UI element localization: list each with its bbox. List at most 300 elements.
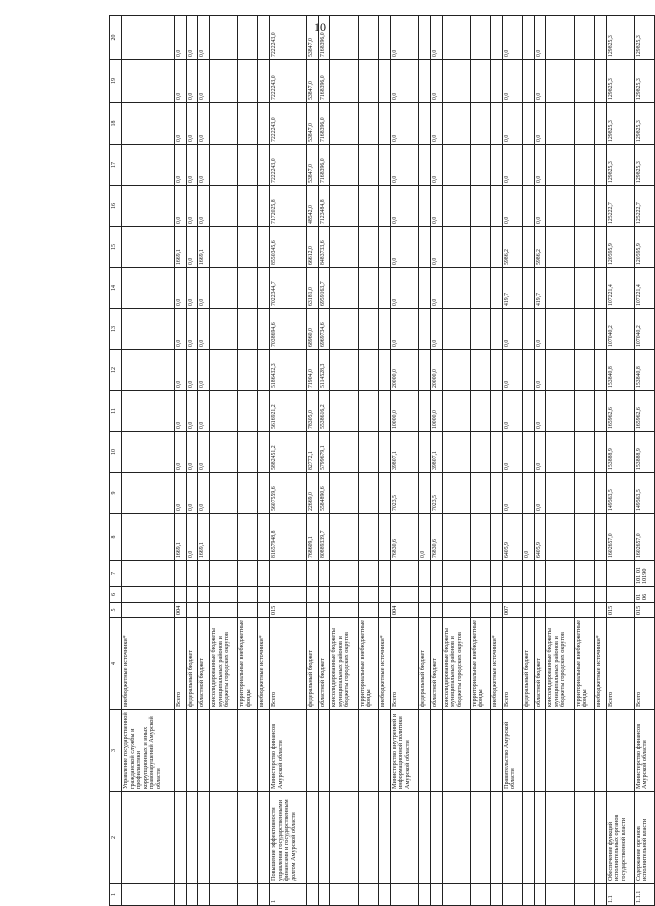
cell-c7 xyxy=(238,561,258,587)
cell-c1 xyxy=(186,884,198,906)
cell-c2 xyxy=(574,792,594,884)
value-cell xyxy=(546,145,574,186)
cell-c1: 1.1.1 xyxy=(634,884,654,906)
cell-c7 xyxy=(594,561,606,587)
cell-c1 xyxy=(390,884,418,906)
value-cell xyxy=(418,268,430,309)
cell-c1 xyxy=(534,884,546,906)
value-cell: 0,0 xyxy=(502,432,522,473)
value-cell: 129825,3 xyxy=(634,16,654,60)
value-cell xyxy=(238,145,258,186)
cell-c1 xyxy=(306,884,318,906)
value-cell: 107040,2 xyxy=(634,309,654,350)
column-number-header: 5 xyxy=(110,603,122,618)
value-cell xyxy=(442,268,470,309)
cell-c7 xyxy=(522,561,534,587)
value-cell: 5607559,6 xyxy=(270,473,306,514)
table-row xyxy=(606,16,634,906)
value-cell: 0,0 xyxy=(430,268,442,309)
value-cell xyxy=(594,60,606,103)
column-number-header: 1 xyxy=(110,884,122,906)
value-cell: 0,0 xyxy=(174,432,186,473)
value-cell xyxy=(258,16,270,60)
cell-c5 xyxy=(490,603,502,618)
cell-c7 xyxy=(574,561,594,587)
value-cell: 5986,2 xyxy=(534,227,546,268)
value-cell: 66612,0 xyxy=(306,227,318,268)
cell-c3 xyxy=(418,710,430,792)
table-row xyxy=(174,16,186,906)
cell-c1 xyxy=(210,884,238,906)
value-cell xyxy=(522,432,534,473)
cell-c5 xyxy=(442,603,470,618)
value-cell: 0,0 xyxy=(534,60,546,103)
value-cell: 8550345,6 xyxy=(270,227,306,268)
cell-c7 xyxy=(606,561,634,587)
value-cell: 53847,0 xyxy=(306,103,318,145)
cell-c1 xyxy=(238,884,258,906)
cell-c5 xyxy=(122,603,175,618)
cell-c7 xyxy=(430,561,442,587)
cell-c2 xyxy=(358,792,378,884)
cell-c7 xyxy=(390,561,418,587)
value-cell xyxy=(546,514,574,561)
cell-c6 xyxy=(418,587,430,603)
value-cell: 80889339,7 xyxy=(318,514,330,561)
value-cell: 0,0 xyxy=(502,473,522,514)
value-cell xyxy=(470,16,490,60)
value-cell xyxy=(358,268,378,309)
table-row xyxy=(198,16,210,906)
value-cell xyxy=(490,473,502,514)
cell-c6 xyxy=(594,587,606,603)
value-cell: 125222,7 xyxy=(634,186,654,227)
value-cell: 129825,3 xyxy=(634,145,654,186)
table-row xyxy=(418,16,430,906)
value-cell: 0,0 xyxy=(430,309,442,350)
value-cell xyxy=(122,103,175,145)
value-cell xyxy=(122,432,175,473)
table-row xyxy=(574,16,594,906)
value-cell xyxy=(258,309,270,350)
value-cell: 20000,0 xyxy=(430,350,442,391)
value-cell xyxy=(574,268,594,309)
cell-c1 xyxy=(522,884,534,906)
value-cell: 0,0 xyxy=(198,103,210,145)
value-cell: 153840,8 xyxy=(606,350,634,391)
value-cell xyxy=(358,16,378,60)
value-cell xyxy=(122,227,175,268)
value-cell: 129825,3 xyxy=(606,16,634,60)
cell-c6 xyxy=(430,587,442,603)
table-row xyxy=(534,16,546,906)
cell-c6 xyxy=(534,587,546,603)
value-cell xyxy=(574,186,594,227)
value-cell: 7168396,0 xyxy=(318,145,330,186)
value-cell: 0,0 xyxy=(502,103,522,145)
column-number-header: 20 xyxy=(110,16,122,60)
cell-c6 xyxy=(270,587,306,603)
value-cell: 153888,9 xyxy=(634,432,654,473)
value-cell xyxy=(378,473,390,514)
value-cell: 0,0 xyxy=(502,145,522,186)
value-cell xyxy=(122,309,175,350)
value-cell xyxy=(574,309,594,350)
value-cell: 165962,6 xyxy=(606,391,634,432)
value-cell: 153840,8 xyxy=(634,350,654,391)
value-cell xyxy=(546,432,574,473)
cell-c7 xyxy=(198,561,210,587)
cell-c4: федеральный бюджет xyxy=(186,618,198,710)
value-cell xyxy=(378,103,390,145)
cell-c5: 004 xyxy=(174,603,186,618)
cell-c2 xyxy=(238,792,258,884)
value-cell xyxy=(594,473,606,514)
cell-c2: Обеспечение функций исполнительных органов государственной власти xyxy=(606,792,634,884)
cell-c7 xyxy=(534,561,546,587)
cell-c1 xyxy=(258,884,270,906)
value-cell xyxy=(238,268,258,309)
value-cell xyxy=(470,309,490,350)
cell-c3 xyxy=(378,710,390,792)
value-cell: 5882451,2 xyxy=(270,432,306,473)
table-body xyxy=(110,16,655,906)
value-cell: 0,0 xyxy=(198,268,210,309)
value-cell: 0,0 xyxy=(430,145,442,186)
value-cell: 20000,0 xyxy=(390,350,418,391)
value-cell: 0,0 xyxy=(390,227,418,268)
value-cell: 76830,6 xyxy=(430,514,442,561)
value-cell: 0,0 xyxy=(502,391,522,432)
value-cell xyxy=(358,309,378,350)
value-cell xyxy=(522,145,534,186)
value-cell xyxy=(522,391,534,432)
value-cell xyxy=(442,103,470,145)
cell-c2 xyxy=(258,792,270,884)
cell-c2 xyxy=(330,792,358,884)
table-row xyxy=(390,16,418,906)
value-cell xyxy=(330,473,358,514)
value-cell: 7222243,0 xyxy=(270,16,306,60)
cell-c7 xyxy=(122,561,175,587)
value-cell xyxy=(330,432,358,473)
value-cell xyxy=(358,350,378,391)
cell-c3 xyxy=(574,710,594,792)
value-cell: 0,0 xyxy=(186,514,198,561)
value-cell xyxy=(358,186,378,227)
cell-c2 xyxy=(210,792,238,884)
table-row xyxy=(470,16,490,906)
value-cell: 165962,6 xyxy=(634,391,654,432)
column-number-header: 13 xyxy=(110,309,122,350)
value-cell xyxy=(378,350,390,391)
value-cell xyxy=(470,350,490,391)
value-cell xyxy=(470,60,490,103)
value-cell xyxy=(418,432,430,473)
value-cell xyxy=(418,391,430,432)
value-cell: 153888,9 xyxy=(606,432,634,473)
value-cell xyxy=(330,514,358,561)
table-row xyxy=(522,16,534,906)
cell-c6 xyxy=(174,587,186,603)
cell-c5 xyxy=(186,603,198,618)
value-cell xyxy=(546,309,574,350)
cell-c4: внебюджетные источники* xyxy=(122,618,175,710)
value-cell xyxy=(490,391,502,432)
value-cell: 129825,3 xyxy=(606,60,634,103)
value-cell: 129825,3 xyxy=(634,103,654,145)
cell-c1 xyxy=(122,884,175,906)
value-cell: 5186432,3 xyxy=(270,350,306,391)
value-cell: 5799679,1 xyxy=(318,432,330,473)
table-row xyxy=(210,16,238,906)
value-cell xyxy=(258,473,270,514)
value-cell xyxy=(594,268,606,309)
value-cell: 0,0 xyxy=(502,309,522,350)
value-cell xyxy=(330,227,358,268)
column-number-header: 10 xyxy=(110,432,122,473)
cell-c1 xyxy=(502,884,522,906)
value-cell xyxy=(238,391,258,432)
cell-c7 xyxy=(358,561,378,587)
value-cell xyxy=(490,145,502,186)
cell-c5: 007 xyxy=(502,603,522,618)
cell-c1 xyxy=(330,884,358,906)
value-cell: 0,0 xyxy=(186,60,198,103)
cell-c1 xyxy=(318,884,330,906)
cell-c5 xyxy=(470,603,490,618)
value-cell xyxy=(258,103,270,145)
cell-c7 xyxy=(330,561,358,587)
value-cell xyxy=(122,268,175,309)
cell-c3 xyxy=(470,710,490,792)
value-cell xyxy=(442,145,470,186)
value-cell xyxy=(258,268,270,309)
cell-c3: Правительство Амурской области xyxy=(502,710,522,792)
cell-c5 xyxy=(198,603,210,618)
value-cell xyxy=(418,309,430,350)
value-cell xyxy=(522,309,534,350)
cell-c2 xyxy=(522,792,534,884)
value-cell xyxy=(378,432,390,473)
value-cell xyxy=(122,391,175,432)
table-row xyxy=(442,16,470,906)
value-cell: 1669,1 xyxy=(198,514,210,561)
cell-c3 xyxy=(198,710,210,792)
value-cell xyxy=(238,16,258,60)
value-cell: 0,0 xyxy=(430,16,442,60)
value-cell xyxy=(122,514,175,561)
value-cell: 0,0 xyxy=(430,103,442,145)
value-cell xyxy=(378,309,390,350)
cell-c6 xyxy=(390,587,418,603)
cell-c6 xyxy=(378,587,390,603)
cell-c5 xyxy=(306,603,318,618)
cell-c5 xyxy=(522,603,534,618)
cell-c6 xyxy=(358,587,378,603)
value-cell xyxy=(358,391,378,432)
value-cell xyxy=(490,432,502,473)
value-cell xyxy=(238,309,258,350)
value-cell: 10000,0 xyxy=(430,391,442,432)
value-cell: 149563,5 xyxy=(606,473,634,514)
cell-c4: областной бюджет xyxy=(430,618,442,710)
value-cell: 7168396,0 xyxy=(318,16,330,60)
cell-c4: федеральный бюджет xyxy=(306,618,318,710)
cell-c4: внебюджетные источники* xyxy=(258,618,270,710)
cell-c7 xyxy=(306,561,318,587)
budget-table-sheet xyxy=(109,32,655,906)
cell-c7 xyxy=(502,561,522,587)
value-cell: 0,0 xyxy=(186,268,198,309)
value-cell xyxy=(574,145,594,186)
cell-c5 xyxy=(210,603,238,618)
value-cell xyxy=(238,103,258,145)
value-cell xyxy=(210,473,238,514)
cell-c3: Министерство внутренней и информационной политики Амурской области xyxy=(390,710,418,792)
value-cell xyxy=(358,514,378,561)
cell-c1 xyxy=(594,884,606,906)
cell-c6 xyxy=(238,587,258,603)
value-cell: 0,0 xyxy=(198,350,210,391)
cell-c2 xyxy=(470,792,490,884)
cell-c4: федеральный бюджет xyxy=(418,618,430,710)
cell-c6 xyxy=(210,587,238,603)
value-cell: 0,0 xyxy=(198,473,210,514)
value-cell xyxy=(574,16,594,60)
cell-c1 xyxy=(574,884,594,906)
value-cell xyxy=(210,514,238,561)
value-cell: 107221,4 xyxy=(634,268,654,309)
cell-c6 xyxy=(574,587,594,603)
value-cell: 0,0 xyxy=(534,350,546,391)
value-cell xyxy=(358,432,378,473)
value-cell xyxy=(546,268,574,309)
value-cell: 120595,9 xyxy=(606,227,634,268)
cell-c7: 101 01 10190 xyxy=(634,561,654,587)
value-cell xyxy=(258,350,270,391)
value-cell xyxy=(470,227,490,268)
cell-c7 xyxy=(186,561,198,587)
value-cell xyxy=(594,227,606,268)
value-cell xyxy=(378,186,390,227)
cell-c4: консолидированные бюджеты муниципальных районов и бюджеты городских округов xyxy=(546,618,574,710)
value-cell: 39807,1 xyxy=(390,432,418,473)
budget-table xyxy=(109,15,655,906)
value-cell xyxy=(594,309,606,350)
value-cell: 7022344,7 xyxy=(270,268,306,309)
value-cell xyxy=(546,473,574,514)
value-cell xyxy=(470,186,490,227)
cell-c5: 015 xyxy=(606,603,634,618)
value-cell: 0,0 xyxy=(534,103,546,145)
value-cell: 48542,0 xyxy=(306,186,318,227)
value-cell: 0,0 xyxy=(390,60,418,103)
value-cell xyxy=(490,186,502,227)
value-cell xyxy=(546,186,574,227)
value-cell: 63181,0 xyxy=(306,268,318,309)
value-cell: 0,0 xyxy=(502,350,522,391)
cell-c6 xyxy=(546,587,574,603)
value-cell: 6405,9 xyxy=(534,514,546,561)
value-cell xyxy=(238,432,258,473)
value-cell: 0,0 xyxy=(534,309,546,350)
cell-c3 xyxy=(534,710,546,792)
value-cell xyxy=(442,16,470,60)
value-cell xyxy=(490,16,502,60)
cell-c3 xyxy=(546,710,574,792)
value-cell xyxy=(258,432,270,473)
cell-c4: областной бюджет xyxy=(534,618,546,710)
value-cell xyxy=(210,350,238,391)
cell-c3 xyxy=(522,710,534,792)
cell-c3 xyxy=(594,710,606,792)
column-number-header: 4 xyxy=(110,618,122,710)
value-cell: 0,0 xyxy=(430,227,442,268)
table-row xyxy=(238,16,258,906)
cell-c4: внебюджетные источники* xyxy=(490,618,502,710)
value-cell: 0,0 xyxy=(174,473,186,514)
value-cell xyxy=(442,473,470,514)
value-cell xyxy=(522,16,534,60)
value-cell: 0,0 xyxy=(174,60,186,103)
value-cell: 0,0 xyxy=(390,145,418,186)
value-cell xyxy=(546,227,574,268)
cell-c1 xyxy=(358,884,378,906)
value-cell: 0,0 xyxy=(502,60,522,103)
value-cell xyxy=(418,16,430,60)
cell-c1 xyxy=(490,884,502,906)
value-cell: 125222,7 xyxy=(606,186,634,227)
cell-c5 xyxy=(330,603,358,618)
cell-c3 xyxy=(186,710,198,792)
value-cell: 0,0 xyxy=(430,186,442,227)
cell-c6 xyxy=(522,587,534,603)
value-cell xyxy=(122,60,175,103)
value-cell xyxy=(358,60,378,103)
value-cell: 768609,1 xyxy=(306,514,318,561)
value-cell: 7222243,0 xyxy=(270,60,306,103)
value-cell xyxy=(522,103,534,145)
cell-c6 xyxy=(186,587,198,603)
table-row xyxy=(430,16,442,906)
value-cell xyxy=(522,473,534,514)
cell-c2 xyxy=(390,792,418,884)
cell-c7 xyxy=(378,561,390,587)
cell-c2 xyxy=(186,792,198,884)
value-cell xyxy=(258,227,270,268)
value-cell xyxy=(574,350,594,391)
table-row xyxy=(490,16,502,906)
value-cell: 1669,1 xyxy=(198,227,210,268)
cell-c7 xyxy=(258,561,270,587)
value-cell: 0,0 xyxy=(390,103,418,145)
value-cell: 129825,3 xyxy=(606,145,634,186)
cell-c6 xyxy=(502,587,522,603)
value-cell: 5616921,2 xyxy=(270,391,306,432)
cell-c1 xyxy=(546,884,574,906)
value-cell xyxy=(210,60,238,103)
cell-c7 xyxy=(442,561,470,587)
column-number-header: 16 xyxy=(110,186,122,227)
value-cell xyxy=(594,145,606,186)
value-cell xyxy=(490,268,502,309)
cell-c3: Управление государственной гражданской службы и профилактики коррупционных и иных правонарушений Амурской области xyxy=(122,710,175,792)
value-cell xyxy=(238,473,258,514)
column-number-header: 7 xyxy=(110,561,122,587)
value-cell xyxy=(442,60,470,103)
value-cell xyxy=(122,473,175,514)
